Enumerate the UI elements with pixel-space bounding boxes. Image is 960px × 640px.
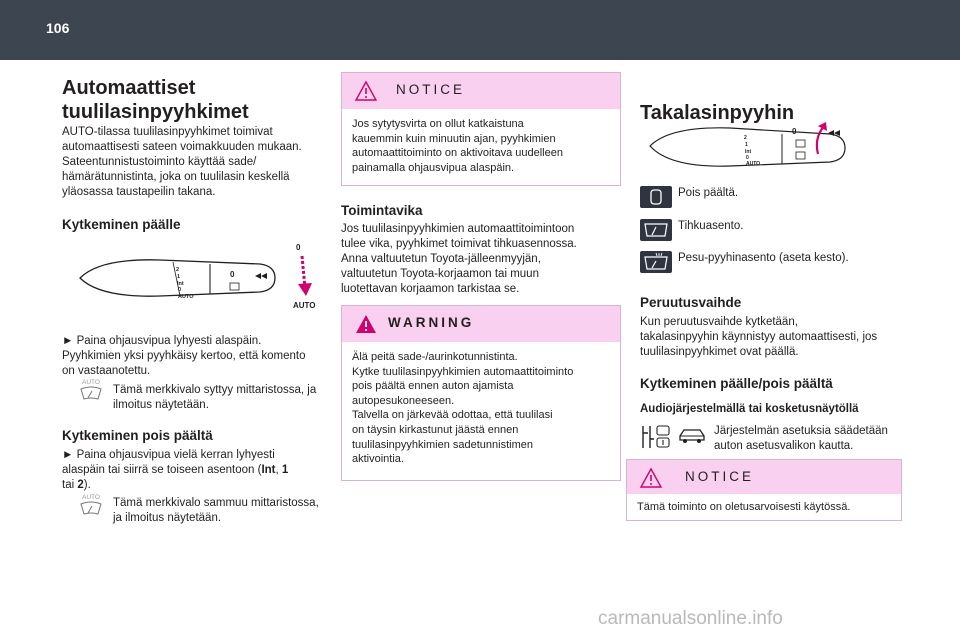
audio-settings-text: Järjestelmän asetuksia säädetään auton asetusvalikon kautta. <box>714 425 888 452</box>
mode-row-off <box>640 186 738 208</box>
windscreen-wiper-icon <box>78 386 104 402</box>
windscreen-wiper-icon <box>78 501 104 517</box>
section-title-auto-wipers: Automaattiset tuulilasinpyyhkimet <box>62 77 249 123</box>
stalk-mark-int: Int <box>177 281 184 287</box>
heading-audio-touchscreen: Audiojärjestelmällä tai kosketusnäytöllä <box>640 403 859 415</box>
rear-wiper-wash-icon <box>640 251 672 273</box>
illustration-label-auto: AUTO <box>293 301 316 310</box>
mode-row-intermittent <box>640 219 743 241</box>
notice-box-default <box>626 459 902 521</box>
notice-header-2 <box>627 460 901 494</box>
heading-malfunction: Toimintavika <box>341 203 423 218</box>
switch-on-step: ► Paina ohjausvipua lyhyesti alaspäin. Pyyhkimien yksi pyyhkäisy kertoo, että komento on vastaanotettu. <box>62 335 306 377</box>
section-title-rear-wiper: Takalasinpyyhin <box>640 102 795 124</box>
auto-indicator-label: AUTO <box>82 379 100 386</box>
rear-stalk-mark-0: 0 <box>746 155 749 161</box>
heading-switch-on-off: Kytkeminen päälle/pois päältä <box>640 376 833 391</box>
switch-off-indicator-text: Tämä merkkivalo sammuu mittaristossa, ja ilmoitus näytetään. <box>113 497 319 524</box>
auto-indicator-off <box>78 494 104 520</box>
audio-system-icon <box>640 423 672 451</box>
notice-triangle-icon <box>354 80 378 102</box>
notice-header <box>342 73 620 109</box>
rear-wiper-stalk-illustration <box>640 112 860 176</box>
stalk-mark-0: 0 <box>178 287 182 293</box>
switch-off-step: ► Paina ohjausvipua vielä kerran lyhyesti alaspäin tai siirrä se toiseen asentoon (Int, 1 tai 2). <box>62 449 289 491</box>
mode-row-wash <box>640 251 849 273</box>
rear-stalk-mark-2: 2 <box>744 135 747 141</box>
stalk-rear-0: 0 <box>230 270 235 279</box>
notice-text: Jos sytytysvirta on ollut katkaistuna kauemmin kuin minuutin ajan, pyyhkimien automaattitoiminto on aktivoitava uudelleen painamalla ohjausvipua alaspäin. <box>352 118 563 174</box>
stalk-mark-auto: AUTO <box>178 294 194 300</box>
notice-title-2: NOTICE <box>685 469 755 484</box>
mode-intermittent-label: Tihkuasento. <box>678 220 744 232</box>
notice-title: NOTICE <box>396 82 466 97</box>
warning-header <box>342 306 620 342</box>
mode-wash-label: Pesu-pyyhinasento (aseta kesto). <box>678 252 849 264</box>
notice-triangle-icon-2 <box>639 467 663 489</box>
warning-title: WARNING <box>388 315 475 330</box>
notice-text-2: Tämä toiminto on oletusarvoisesti käytössä. <box>637 501 851 513</box>
heading-switch-off: Kytkeminen pois päältä <box>62 428 213 443</box>
warning-triangle-icon <box>354 313 378 335</box>
rear-wiper-off-icon <box>640 186 672 208</box>
warning-box-sensor <box>341 305 621 481</box>
heading-switch-on: Kytkeminen päälle <box>62 217 181 232</box>
intro-paragraph: AUTO-tilassa tuulilasinpyyhkimet toimivat automaattisesti sateen voimakkuuden mukaan. Sateentunnistustoiminto käyttää sade/ hämärätunnistinta, joka on tuulilasin keskellä yläosassa taustapeilin takana. <box>62 126 302 198</box>
page-number: 106 <box>46 20 70 36</box>
stalk-mark-1: 1 <box>177 274 181 280</box>
rear-stalk-mark-int: Int <box>745 149 752 155</box>
mode-off-label: Pois päältä. <box>678 187 739 199</box>
rear-stalk-mark-auto: AUTO <box>746 161 761 167</box>
rear-stalk-mark-1: 1 <box>745 142 748 148</box>
warning-text: Älä peitä sade-/aurinkotunnistinta. Kytke tuulilasinpyyhkimien automaattitoiminto pois päältä ennen auton ajamista autopesukoneeseen. Talvella on järkevää odottaa, että tuulilasi on täysin kirkastunut jäästä ennen tuulilasinpyyhkimien sadetunnistimen aktivointia. <box>352 351 574 466</box>
auto-indicator-on <box>78 379 104 405</box>
page-header-bar <box>0 0 960 60</box>
illustration-label-0: 0 <box>296 243 301 252</box>
auto-indicator-label-2: AUTO <box>82 494 100 501</box>
heading-reverse-gear: Peruutusvaihde <box>640 295 742 310</box>
car-settings-icon <box>677 426 707 446</box>
watermark: carmanualsonline.info <box>598 608 783 629</box>
rear-stalk-label-0: 0 <box>792 127 797 136</box>
wiper-stalk-down-illustration <box>60 238 322 318</box>
rear-wiper-intermittent-icon <box>640 219 672 241</box>
stalk-mark-2: 2 <box>176 267 180 273</box>
notice-box-reactivate <box>341 72 621 186</box>
reverse-gear-paragraph: Kun peruutusvaihde kytketään, takalasinpyyhin käynnistyy automaattisesti, jos tuulilasinpyyhkimet ovat päällä. <box>640 316 878 358</box>
malfunction-paragraph: Jos tuulilasinpyyhkimien automaattitoimintoon tulee vika, pyyhkimet toimivat tihkuasennossa. Anna valtuutetun Toyota-jälleenmyyjän, valtuutetun Toyota-korjaamon tai muun luotettavan korjaamon tarkistaa se. <box>341 223 577 295</box>
switch-on-indicator-text: Tämä merkkivalo syttyy mittaristossa, ja ilmoitus näytetään. <box>113 384 317 411</box>
